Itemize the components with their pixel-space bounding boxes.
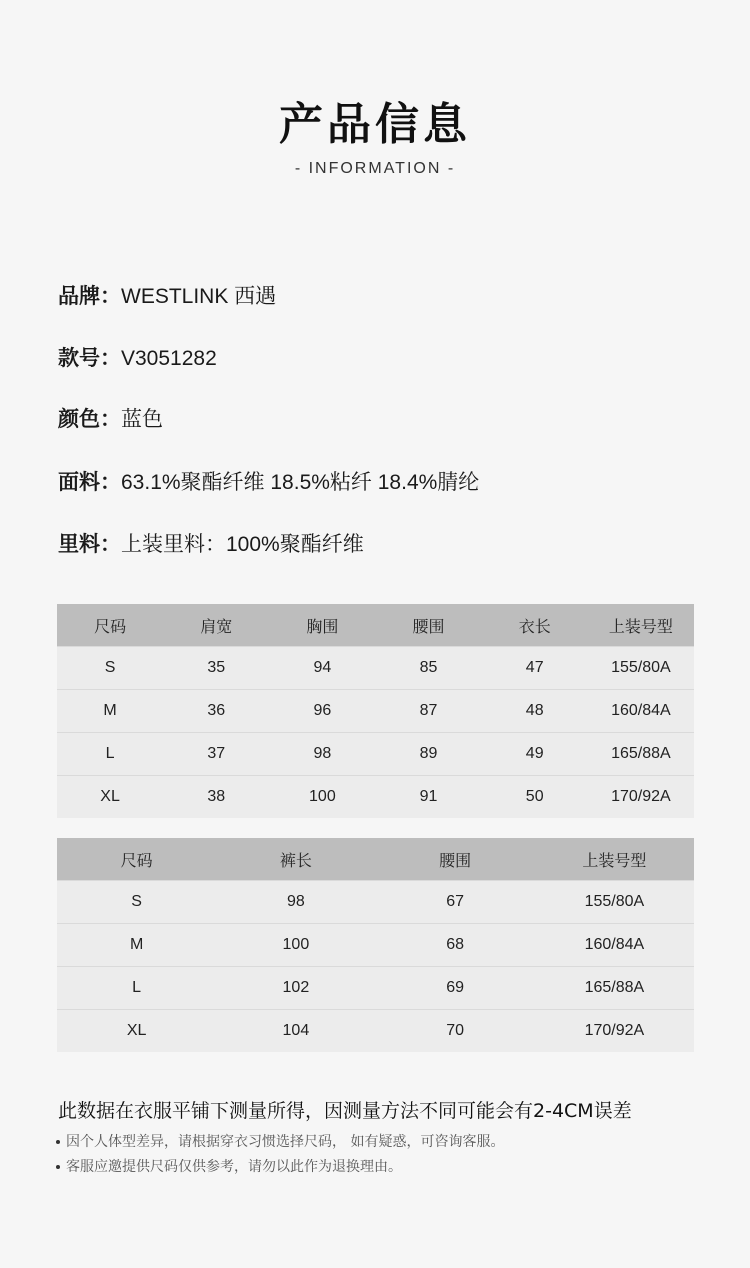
table-cell: M [57,690,163,733]
table-cell: 49 [482,733,588,776]
table-cell: 98 [269,733,375,776]
table-cell: 70 [376,1010,535,1053]
table-header-cell: 腰围 [375,604,481,647]
table-cell: 165/88A [535,967,694,1010]
note-text: 因个人体型差异，请根据穿衣习惯选择尺码， 如有疑惑，可咨询客服。 [66,1134,505,1150]
table-cell: 91 [375,776,481,819]
table-cell: 68 [376,924,535,967]
table-cell: S [57,881,216,924]
table-cell: 85 [375,647,481,690]
top-size-table [57,604,694,818]
info-style-number [58,342,217,372]
info-value: 蓝色 [121,408,163,431]
table-cell: 38 [163,776,269,819]
table-cell: 160/84A [588,690,694,733]
table-cell: L [57,967,216,1010]
table-cell: 100 [269,776,375,819]
table-cell: 155/80A [588,647,694,690]
info-color [58,403,163,433]
table-cell: 69 [376,967,535,1010]
table-cell: 155/80A [535,881,694,924]
table-cell: 94 [269,647,375,690]
table-cell: 165/88A [588,733,694,776]
table-cell: 47 [482,647,588,690]
table-header-cell: 衣长 [482,604,588,647]
info-value: 上装里料：100%聚酯纤维 [121,533,364,556]
table-cell: 96 [269,690,375,733]
table-row [57,881,694,924]
table-cell: XL [57,776,163,819]
table-cell: 170/92A [535,1010,694,1053]
table-header-row [57,838,694,881]
page-title: 产品信息 [279,99,471,150]
table-cell: 102 [216,967,375,1010]
table-row [57,690,694,733]
info-fabric [58,466,479,496]
table-header-cell: 肩宽 [163,604,269,647]
table-row [57,776,694,819]
table-cell: 67 [376,881,535,924]
table-header-cell: 尺码 [57,838,216,881]
table-cell: 87 [375,690,481,733]
info-lining [58,528,364,558]
table-cell: L [57,733,163,776]
bottom-size-table [57,838,694,1052]
table-cell: 35 [163,647,269,690]
table-header-row [57,604,694,647]
table-cell: 104 [216,1010,375,1053]
table-header-cell: 腰围 [376,838,535,881]
note-text: 客服应邀提供尺码仅供参考，请勿以此作为退换理由。 [66,1159,402,1175]
table-header-cell: 上装号型 [588,604,694,647]
table-cell: XL [57,1010,216,1053]
table-cell: 100 [216,924,375,967]
table-cell: 36 [163,690,269,733]
bullet-icon [56,1165,60,1169]
table-cell: 98 [216,881,375,924]
table-row [57,924,694,967]
info-label: 面料： [58,470,121,494]
table-cell: 48 [482,690,588,733]
table-header-cell: 裤长 [216,838,375,881]
info-label: 颜色： [58,407,121,431]
info-value: WESTLINK 西遇 [121,285,277,308]
table-header-cell: 胸围 [269,604,375,647]
table-row [57,647,694,690]
table-cell: S [57,647,163,690]
table-cell: M [57,924,216,967]
info-label: 里料： [58,532,121,556]
table-cell: 37 [163,733,269,776]
note-item [56,1156,402,1176]
info-value: 63.1%聚酯纤维 18.5%粘纤 18.4%腈纶 [121,471,480,494]
table-cell: 50 [482,776,588,819]
table-cell: 170/92A [588,776,694,819]
table-row [57,1010,694,1053]
page-subtitle: - INFORMATION - [294,160,456,177]
table-header-cell: 上装号型 [535,838,694,881]
info-label: 品牌： [58,284,121,308]
info-label: 款号： [58,346,121,370]
table-header-cell: 尺码 [57,604,163,647]
table-row [57,967,694,1010]
table-cell: 160/84A [535,924,694,967]
table-row [57,733,694,776]
measurement-note-headline: 此数据在衣服平铺下测量所得，因测量方法不同可能会有2-4CM误差 [58,1100,632,1122]
info-brand [58,280,276,310]
info-value: V3051282 [121,347,217,370]
bullet-icon [56,1140,60,1144]
table-cell: 89 [375,733,481,776]
note-item [56,1131,504,1151]
